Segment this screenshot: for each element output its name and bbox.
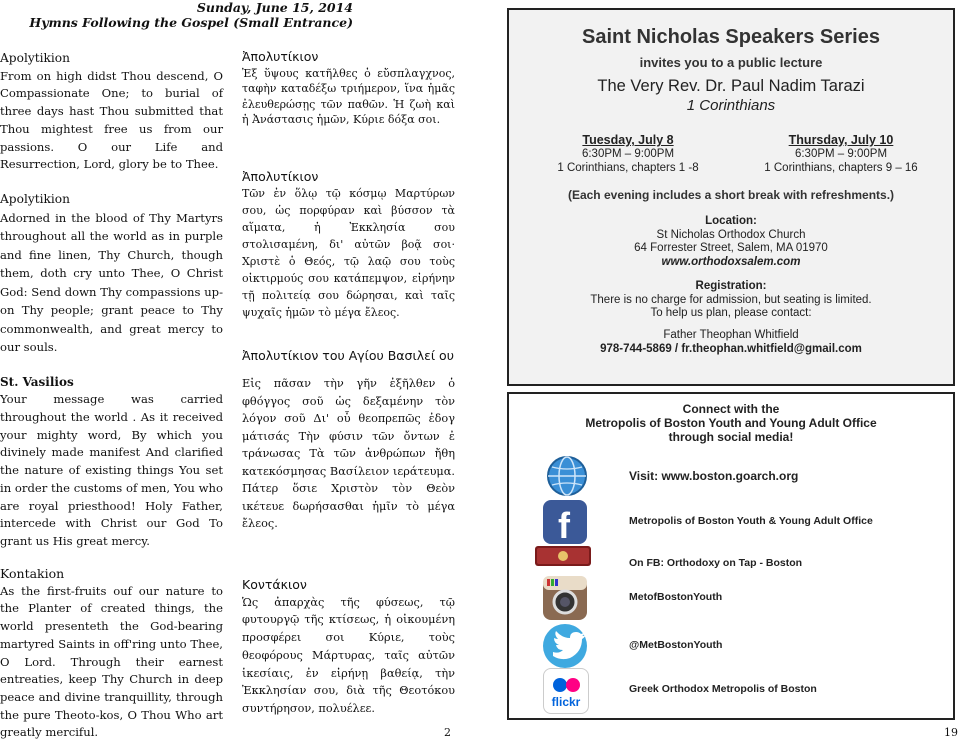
apolytikion-1-text: From on high didst Thou descend, O Compassionate One; to burial of three days hast Thou submitted that Thou mightest free us from our passions. O our Life and Resurrection, Lord, glory be to Thee. [0, 68, 223, 172]
social-heading-2: Metropolis of Boston Youth and Young Adult Office [585, 416, 877, 430]
social-heading [509, 402, 953, 444]
location-name: St Nicholas Orthodox Church [656, 228, 806, 241]
gr-apolytikion-1-title: Ἀπολυτίκιον [242, 49, 319, 64]
location-street: 64 Forrester Street, Salem, MA 01970 [634, 242, 828, 254]
flyer-note: (Each evening includes a short break with refreshments.) [567, 188, 895, 202]
contact-name: Father Theophan Whitfield [663, 329, 799, 341]
location-label: Location: [705, 215, 757, 227]
registration-line-2: To help us plan, please contact: [650, 307, 812, 319]
date-1-day: Tuesday, July 8 [582, 133, 674, 147]
middle-column [242, 48, 455, 533]
apolytikion-2-text: Adorned in the blood of Thy Martyrs throughout all the world as in purple and fine linen, Thy Church, though them, doth cry unto Thee, O Christ God: Send down Thy compassions up-on Thy people; grant peace to Thy commonwealth, and great mercy to our souls. [0, 210, 223, 355]
social-row-text[interactable]: Visit: www.boston.goarch.org [629, 469, 799, 483]
date-2-chapters: 1 Corinthians, chapters 9 – 16 [764, 162, 918, 174]
speakers-series-flyer [507, 8, 955, 386]
flickr-icon [543, 668, 589, 714]
facebook-icon [543, 500, 587, 544]
social-heading-1: Connect with the [682, 402, 780, 416]
social-row[interactable] [523, 576, 943, 626]
flyer-title: Saint Nicholas Speakers Series [582, 26, 880, 48]
kontakion-section [0, 565, 223, 742]
page-number-right: 19 [944, 726, 958, 739]
flyer-registration [509, 280, 953, 321]
gr-kontakion-section [242, 576, 455, 718]
social-heading-3: through social media! [668, 430, 794, 444]
social-row-text[interactable]: Greek Orthodox Metropolis of Boston [629, 683, 817, 695]
flyer-speaker: The Very Rev. Dr. Paul Nadim Tarazi [597, 77, 865, 95]
globe-icon [543, 454, 587, 498]
flyer-location [509, 215, 953, 269]
instagram-icon [543, 576, 587, 620]
social-row-text[interactable]: MetofBostonYouth [629, 591, 723, 603]
social-row[interactable] [523, 624, 943, 674]
social-row-text[interactable]: On FB: Orthodoxy on Tap - Boston [629, 557, 803, 569]
vasilios-text: Your message was carried throughout the world . As it received your mighty word, By which you divinely made manifest And clarified the nature of existing things You set in order the customs of men, You who are royal priesthood! Holy Father, intercede with Christ our God To grant us His great mercy. [0, 392, 223, 548]
kontakion-title: Kontakion [0, 566, 65, 581]
gr-kontakion-text: Ὡς ἀπαρχὰς τῆς φύσεως, τῷ φυτουργῷ τῆς κτίσεως, ἡ οἰκουμένη προσφέρει σοι Κύριε, τοὺς θεοφόρους Μάρτυρας, ταῖς αὐτῶν ἱκεσίαις, ἐν εἰρήνῃ βαθείᾳ, τὴν Ἐκκλησίαν σου, διὰ τῆς Θεοτόκου συντήρησον, πολυέλεε. [242, 595, 455, 715]
page-number-left: 2 [444, 726, 451, 739]
social-row-text[interactable]: Metropolis of Boston Youth & Young Adult Office [629, 515, 873, 527]
header-date: Sunday, June 15, 2014 [196, 0, 353, 15]
date-1-chapters: 1 Corinthians, chapters 1 -8 [557, 162, 699, 174]
kontakion-text: As the first-fruits ouf our nature to the Planter of created things, the world presenteth the God-bearing martyred Saints in off'ring unto Thee, O Lord. Through their earnest entreaties, keep Thy Church in deep peace and divine tranquillity, through the pure Theoto-kos, O Thou Who art greatly merciful. [0, 583, 223, 740]
apolytikion-2-title: Apolytikion [0, 191, 70, 206]
location-web[interactable]: www.orthodoxsalem.com [661, 255, 801, 268]
orthodoxy-on-tap-logo [535, 546, 591, 566]
flickr-label: flickr [551, 695, 581, 709]
flyer-book: 1 Corinthians [686, 97, 776, 114]
date-2-day: Thursday, July 10 [788, 133, 894, 147]
vasilios-title: St. Vasilios [0, 374, 74, 389]
contact-info[interactable]: 978-744-5869 / fr.theophan.whitfield@gmail.com [600, 343, 862, 355]
gr-apolytikion-2-title: Ἀπολυτίκιον [242, 168, 319, 184]
registration-line-1: There is no charge for admission, but seating is limited. [590, 293, 872, 306]
gr-kontakion-title: Κοντάκιον [242, 577, 307, 592]
gr-apolytikion-2-text: Τῶν ἐν ὅλῳ τῷ κόσμῳ Μαρτύρων σου, ὡς πορφύραν καὶ βύσσον τὰ αἵματα, ἡ Ἐκκλησία σου στολισαμένη, δι' αὐτῶν βοᾷ σοι· Χριστὲ ὁ Θεός, τῷ λαῷ σου τοὺς οἰκτιρμούς σου κατάπεμψον, εἰρήνην τῇ πολιτείᾳ σου δώρησαι, καὶ ταῖς ψυχαῖς ἡμῶν τὸ μέγα ἔλεος. [242, 187, 455, 320]
header-subtitle: Hymns Following the Gospel (Small Entrance) [29, 15, 353, 30]
lecture-date-1 [553, 133, 703, 175]
apolytikion-1-title: Apolytikion [0, 51, 70, 65]
twitter-icon [543, 624, 587, 668]
flyer-subtitle: invites you to a public lecture [639, 55, 823, 70]
social-row[interactable] [523, 454, 943, 504]
registration-label: Registration: [695, 280, 767, 292]
flyer-contact [509, 328, 953, 356]
lecture-date-2 [757, 133, 925, 175]
social-row-text[interactable]: @MetBostonYouth [629, 639, 723, 651]
left-column [0, 50, 223, 551]
date-1-time: 6:30PM – 9:00PM [581, 148, 675, 160]
date-2-time: 6:30PM – 9:00PM [794, 148, 888, 160]
gr-vasilios-text: Εἰς πᾶσαν τὴν γῆν ἐξῆλθεν ὁ φθόγγος σοῦ ὡς δεξαμένην τὸν λόγον σοῦ Δι' οὗ θεοπρεπῶς ἐδογ μάτισάς Τὴν φύσιν τῶν ὄντων ἐ τράνωσας Τὰ τῶν ἀνθρώπων ἤθη κατεκόσμησας Βασίλειον ιεράτευμα. Πάτερ ὅσιε Χριστὸν τὸν Θεὸν ικέτευε δωρήσασθαι ἡμῖν τὸ μέγα ἔλεος. [242, 377, 455, 531]
social-row[interactable] [523, 668, 943, 718]
social-media-box [507, 392, 955, 720]
svg-text:f: f [558, 505, 570, 544]
gr-apolytikion-1-text: Ἐξ ὕψους κατῆλθες ὁ εὔσπλαγχνος, ταφὴν καταδέξω τριήμερον, ἵνα ἡμᾶς ἐλευθερώσῃς τῶν παθῶν. Ἡ ζωὴ καὶ ἡ Ἀνάστασις ἡμῶν, Κύριε δόξα σοι. [242, 66, 455, 127]
gr-vasilios-title: Ἀπολυτίκιον του Αγίου Βασιλεί ου [242, 348, 454, 364]
